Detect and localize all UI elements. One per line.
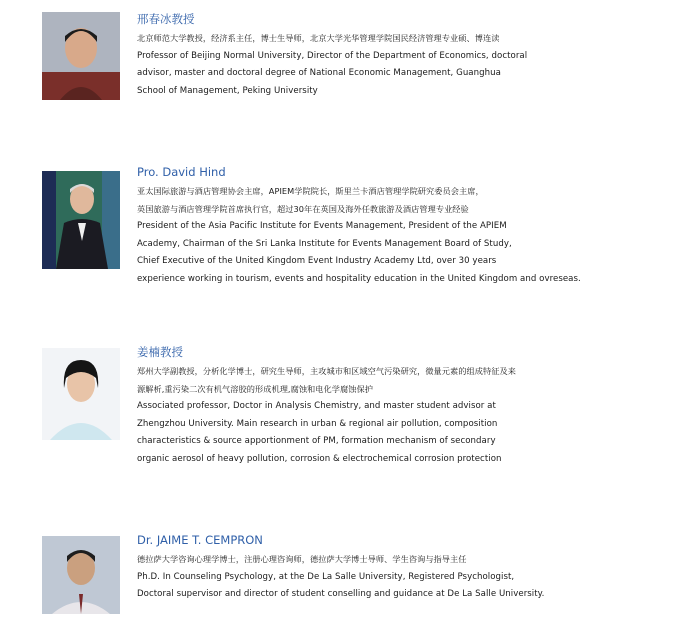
profile-desc-line: 德拉萨大学咨询心理学博士，注册心理咨询师，德拉萨大学博士导师、学生咨询与指导主任 xyxy=(137,554,467,564)
profile-card xyxy=(0,533,700,618)
portrait-photo xyxy=(42,12,120,100)
profile-desc-line: advisor, master and doctoral degree of National Economic Management, Guanghua xyxy=(137,68,501,79)
profile-info xyxy=(137,12,692,100)
profile-desc-line: organic aerosol of heavy pollution, corrosion & electrochemical corrosion protection xyxy=(137,453,502,464)
profile-name: 邢春冰教授 xyxy=(137,12,195,26)
profile-desc-line: Doctoral supervisor and director of student conselling and guidance at De La Salle University. xyxy=(137,589,545,600)
profile-card xyxy=(0,345,700,465)
profile-name: Dr. JAIME T. CEMPRON xyxy=(137,533,263,547)
profile-name: 姜楠教授 xyxy=(137,345,183,359)
profile-info xyxy=(137,165,692,289)
portrait-photo xyxy=(42,171,120,269)
profile-desc-line: 源解析,重污染二次有机气溶胶的形成机理,腐蚀和电化学腐蚀保护 xyxy=(137,383,373,394)
profile-desc-line: Professor of Beijing Normal University, Director of the Department of Economics, doctoral xyxy=(137,50,528,61)
profile-card xyxy=(0,12,700,104)
profile-desc-line: Zhengzhou University. Main research in urban & regional air pollution, composition xyxy=(137,418,498,429)
profile-desc-line: Ph.D. In Counseling Psychology, at the De La Salle University, Registered Psychologist, xyxy=(137,571,515,582)
profile-desc-line: Academy, Chairman of the Sri Lanka Institute for Events Management Board of Study, xyxy=(137,238,512,249)
profile-info xyxy=(137,533,692,604)
profile-desc-line: experience working in tourism, events and hospitality education in the United Kingdom and ovreseas. xyxy=(137,273,581,284)
profile-desc-line: 英国旅游与酒店管理学院首席执行官，超过30年在英国及海外任教旅游及酒店管理专业经验 xyxy=(137,203,469,214)
profile-card xyxy=(0,165,700,284)
profile-desc-line: 郑州大学副教授，分析化学博士，研究生导师，主攻城市和区域空气污染研究，微量元素的组成特征及来 xyxy=(137,366,516,376)
profile-desc-line: characteristics & source apportionment of PM, formation mechanism of secondary xyxy=(137,436,496,447)
profile-desc-line: Chief Executive of the United Kingdom Event Industry Academy Ltd, over 30 years xyxy=(137,256,497,267)
profile-desc-line: 北京师范大学教授，经济系主任，博士生导师，北京大学光华管理学院国民经济管理专业硕、博连读 xyxy=(137,33,500,43)
portrait-photo xyxy=(42,348,120,440)
profile-desc-line: 亚太国际旅游与酒店管理协会主席，APIEM学院院长，斯里兰卡酒店管理学院研究委员会主席， xyxy=(137,186,484,196)
profile-desc-line: School of Management, Peking University xyxy=(137,85,318,96)
profile-name: Pro. David Hind xyxy=(137,165,226,179)
profile-desc-line: President of the Asia Pacific Institute for Events Management, President of the APIEM xyxy=(137,221,507,232)
profile-info xyxy=(137,345,692,469)
profile-desc-line: Associated professor, Doctor in Analysis Chemistry, and master student advisor at xyxy=(137,401,496,412)
portrait-photo xyxy=(42,536,120,614)
